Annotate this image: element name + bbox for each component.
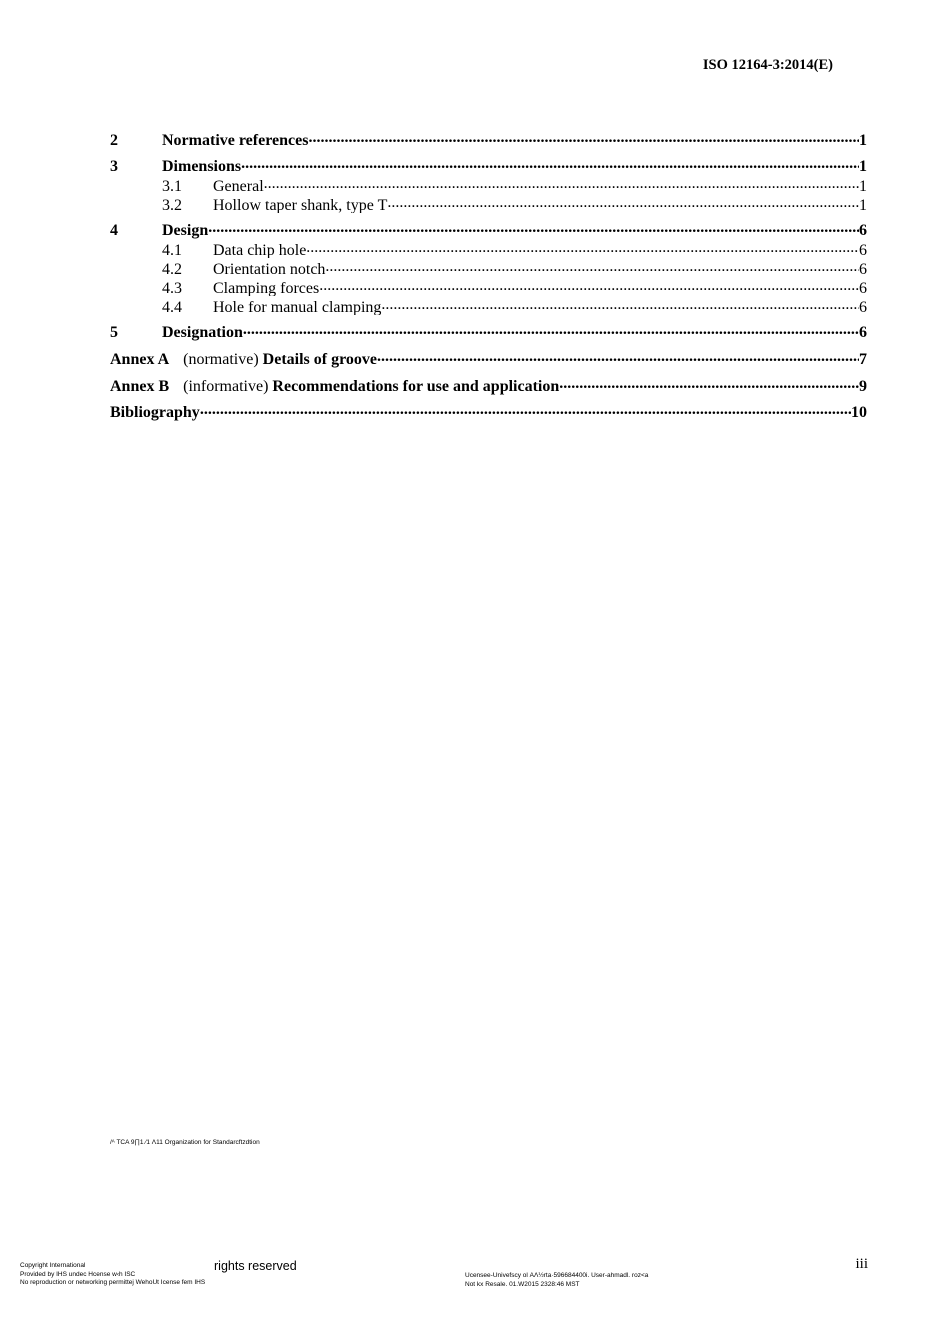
toc-bibliography-title: Bibliography (110, 404, 200, 421)
toc-page-number: 1 (859, 132, 867, 149)
toc-clause-title: Design (162, 222, 209, 239)
toc-subclause-title: General (213, 178, 264, 194)
toc-subclause-number: 4.1 (162, 242, 182, 258)
footer-page-number: iii (855, 1256, 868, 1272)
toc-dot-leader (208, 219, 859, 235)
toc-entry-annex-a[interactable] (110, 348, 867, 368)
toc-entry-annex-b[interactable] (110, 375, 867, 395)
toc-dot-leader (308, 129, 859, 145)
toc-page-number: 9 (859, 378, 867, 395)
toc-dot-leader (241, 155, 859, 171)
toc-page-number: 6 (859, 242, 867, 258)
toc-subclause-title: Hollow taper shank, type T (213, 197, 388, 213)
toc-subclause-title: Hole for manual clamping (213, 299, 382, 315)
toc-clause-title: Dimensions (162, 158, 242, 175)
toc-subclause-title: Clamping forces (213, 280, 320, 296)
toc-subclause-number: 4.3 (162, 280, 182, 296)
footer-line: No reproduction or networking permittej WehoUt Icense fem IHS (20, 1279, 206, 1286)
toc-page-number: 6 (859, 299, 867, 315)
footer-line: Provided by IHS undec Hcense w‹h ISC (20, 1270, 136, 1278)
footer-license-notice (20, 1262, 205, 1288)
toc-entry-clause-4-1[interactable] (110, 239, 867, 258)
toc-entry-clause-4[interactable] (110, 219, 867, 239)
footer-line: Not kx Resale. 01.W2015 2328:46 MST (465, 1280, 580, 1288)
toc-subclause-number: 3.1 (162, 178, 182, 194)
toc-page-number: 6 (859, 222, 867, 239)
toc-clause-title: Normative references (162, 132, 309, 149)
toc-annex-type: (informative) (183, 378, 269, 395)
toc-page-number: 1 (859, 197, 867, 213)
toc-page-number: 6 (859, 280, 867, 296)
toc-subclause-title: Data chip hole (213, 242, 307, 258)
toc-dot-leader (559, 375, 859, 391)
toc-page-number: 1 (859, 158, 867, 175)
footer-line: Ucensee-Univefscy ol ΑΛ½rta·596684400i. User-ahmadl. roz<a (465, 1272, 649, 1279)
toc-dot-leader (306, 239, 859, 255)
document-identifier: ISO 12164-3:2014(E) (702, 57, 833, 73)
toc-entry-clause-4-2[interactable] (110, 258, 867, 277)
toc-annex-title: Recommendations for use and application (272, 378, 560, 395)
toc-entry-clause-4-4[interactable] (110, 296, 867, 315)
toc-clause-number: 3 (110, 158, 118, 175)
toc-page-number: 6 (859, 261, 867, 277)
toc-dot-leader (200, 401, 851, 417)
toc-entry-bibliography[interactable] (110, 401, 867, 421)
toc-dot-leader (319, 277, 859, 293)
toc-annex-label: Annex A (110, 351, 170, 368)
toc-clause-number: 2 (110, 132, 118, 149)
toc-annex-label: Annex B (110, 378, 170, 395)
toc-subclause-number: 4.4 (162, 299, 182, 315)
footer-licensee-info (465, 1272, 648, 1289)
toc-entry-clause-3-1[interactable] (110, 175, 867, 194)
footer-line: Copyright International (20, 1262, 86, 1269)
toc-dot-leader (243, 321, 859, 337)
toc-annex-type: (normative) (183, 351, 259, 368)
toc-entry-clause-4-3[interactable] (110, 277, 867, 296)
toc-dot-leader (381, 296, 859, 312)
toc-subclause-number: 4.2 (162, 261, 182, 277)
toc-page-number: 1 (859, 178, 867, 194)
toc-clause-title: Designation (162, 324, 243, 341)
table-of-contents (110, 129, 867, 421)
toc-page-number: 7 (859, 351, 867, 368)
toc-page-number: 6 (859, 324, 867, 341)
toc-entry-clause-3[interactable] (110, 155, 867, 175)
toc-dot-leader (264, 175, 859, 191)
toc-entry-clause-2[interactable] (110, 129, 867, 149)
toc-dot-leader (387, 194, 859, 210)
copyright-note: /ᴬ TCA 9∏1 ⁄1 Λ11 Organization for Standarcftzdtion (110, 1139, 260, 1146)
toc-clause-number: 4 (110, 222, 118, 239)
toc-clause-number: 5 (110, 324, 118, 341)
toc-entry-clause-3-2[interactable] (110, 194, 867, 213)
toc-dot-leader (377, 348, 859, 364)
toc-entry-clause-5[interactable] (110, 321, 867, 341)
toc-page-number: 10 (851, 404, 867, 421)
footer-rights-reserved: rights reserved (214, 1259, 297, 1273)
toc-subclause-number: 3.2 (162, 197, 182, 213)
toc-dot-leader (325, 258, 859, 274)
toc-subclause-title: Orientation notch (213, 261, 326, 277)
toc-annex-title: Details of groove (262, 351, 377, 368)
